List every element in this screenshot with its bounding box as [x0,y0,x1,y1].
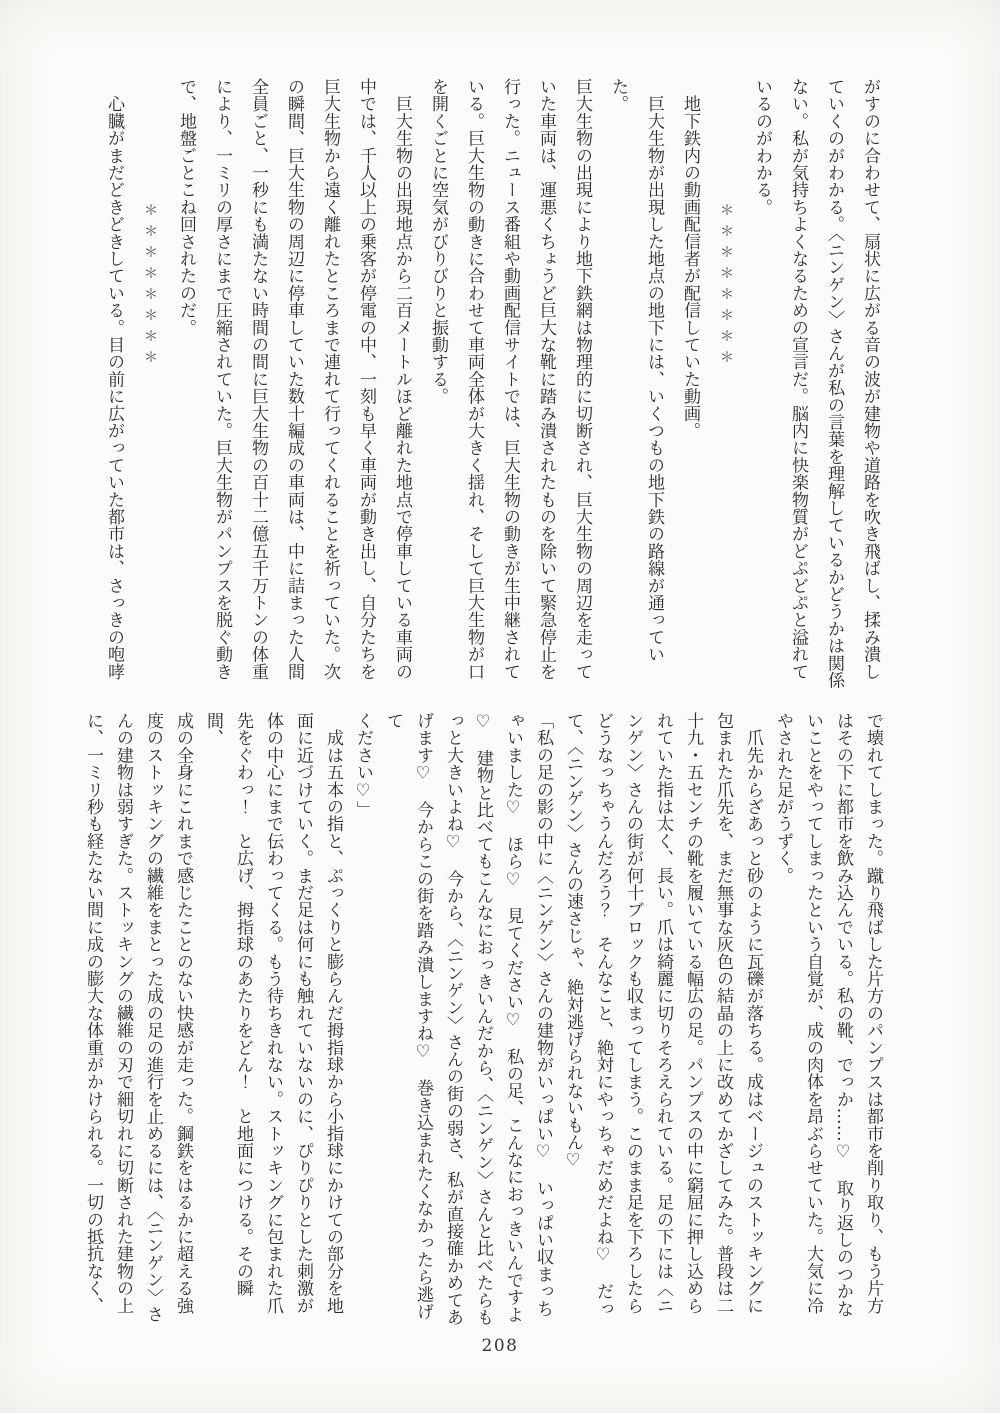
text-column: で、地盤ごとこね回されたのだ。 [176,78,196,336]
text-column: っと大きいよね♡ 今から、〈ニンゲン〉さんの街の弱さ、私が直接確かめてあ [443,712,463,1326]
text-column: いことをやってしまったという自覚が、成の肉体を昂ぶらせていた。大気に冷 [803,712,823,1314]
text-column: 成の全身にこれまで感じたことのない快感が走った。鋼鉄をはるかに超える強 [173,712,193,1314]
text-column: ンゲン〉さんの街が何十ブロックも収まってしまう。このまま足を下ろしたら [623,712,643,1314]
text-column: いた車両は、運悪くちょうど巨大な靴に踏み潰されたものを除いて緊急停止を [536,78,556,680]
text-column: で壊れてしまった。蹴り飛ばした片方のパンプスは都市を削り取り、もう片方 [863,712,883,1314]
text-column: 地下鉄内の動画配信者が配信していた動画。 [680,78,700,440]
text-column: ていくのがわかる。〈ニンゲン〉さんが私の言葉を理解しているかどうかは関係 [824,78,844,689]
story-text-top-block [96,78,888,694]
text-column: 面に近づけていく。まだ足は何にも触れていないのに、ぴりぴりとした刺激が [293,712,313,1314]
text-column: れていた指は太く、長い。爪は綺麗に切りそろえられている。足の下には〈ニ [653,712,673,1314]
text-column: ♡ 建物と比べてもこんなにおっきいんだから、〈ニンゲン〉さんと比べたらも [473,712,493,1326]
text-column: いるのがわかる。 [752,78,772,216]
text-column: 中では、千人以上の乗客が停電の中、一刻も早く車両が動き出し、自分たちを [356,78,376,680]
page-number: 208 [481,1336,519,1356]
section-separator: ＊＊＊＊＊＊＊＊ [718,203,734,371]
text-column: 体の中心にまで伝わってくる。もう待ちきれない。ストッキングに包まれた爪 [263,712,283,1314]
text-column: 行った。ニュース番組や動画配信サイトでは、巨大生物の動きが生中継されて [500,78,520,680]
text-column: ください♡」 [353,712,373,819]
text-column: 全員ごと、一秒にも満たない時間の間に巨大生物の百十二億五千万トンの体重 [248,78,268,680]
text-column: んの建物は弱すぎた。ストッキングの繊維の刃で細切れに切断された建物の上 [113,712,133,1314]
text-column: 巨大生物の出現により地下鉄網は物理的に切断され、巨大生物の周辺を走って [572,78,592,680]
text-column: がすのに合わせて、扇状に広がる音の波が建物や道路を吹き飛ばし、揉み潰し [860,78,880,680]
text-column: 「私の足の影の中に〈ニンゲン〉さんの建物がいっぱい♡ いっぱい収まっち [533,712,553,1317]
section-separator: ＊＊＊＊＊＊＊＊ [142,203,158,371]
text-column: 先をぐわっ！ と広げ、拇指球のあたりをどん！ と地面につける。その瞬間、 [203,712,253,1297]
text-column: に、一ミリ秒も経たない間に成の膨大な体重がかけられる。一切の抵抗なく、 [83,712,103,1314]
text-column: いる。巨大生物の動きに合わせて車両全体が大きく揺れ、そして巨大生物が口 [464,78,484,680]
text-column: 爪先からざあっと砂のように瓦礫が落ちる。成はベージュのストッキングに [743,712,763,1314]
text-column: 成は五本の指と、ぷっくりと膨らんだ拇指球から小指球にかけての部分を地 [323,712,343,1314]
text-column: 心臓がまだどきどきしている。目の前に広がっていた都市は、さっきの咆哮 [104,78,124,680]
text-column: げます♡ 今からこの街を踏み潰しますね♡ 巻き込まれたくなかったら逃げて [383,712,433,1320]
text-column: はその下に都市を飲み込んでいる。私の靴、でっか……♡ 取り返しのつかな [833,712,853,1317]
text-column: どうなっちゃうんだろう？ そんなこと、絶対にやっちゃだめだよね♡ だっ [593,712,613,1317]
text-column: 巨大生物から遠く離れたところまで連れて行ってくれることを祈っていた。次 [320,78,340,680]
text-column: て、〈ニンゲン〉さんの速さじゃ、絶対逃げられないもん♡ [563,712,583,1171]
text-column: を開くごとに空気がびりびりと振動する。 [428,78,448,405]
story-text-bottom-block [78,712,888,1328]
text-column: 包まれた爪先を、まだ無事な灰色の結晶の上に改めてかざしてみた。普段は二 [713,712,733,1314]
text-column: やされた足がうずく。 [773,712,793,884]
text-column: 十九・五センチの靴を履いている幅広の足。パンプスの中に窮屈に押し込めら [683,712,703,1314]
text-column: の瞬間、巨大生物の周辺に停車していた数十編成の車両は、中に詰まった人間 [284,78,304,680]
text-column: 度のストッキングの繊維をまとった成の足の進行を止めるには、〈ニンゲン〉さ [143,712,163,1323]
text-column: 巨大生物の出現地点から二百メートルほど離れた地点で停車している車両の [392,78,412,680]
text-column: ゃいました♡ ほら♡ 見てください♡ 私の足、こんなにおっきいんですよ [503,712,523,1323]
text-column: ない。私が気持ちよくなるための宣言だ。脳内に快楽物質がどぷどぷと溢れて [788,78,808,680]
text-column: 巨大生物が出現した地点の地下には、いくつもの地下鉄の路線が通っていた。 [608,78,664,663]
text-column: により、一ミリの厚さにまで圧縮されていた。巨大生物がパンプスを脱ぐ動き [212,78,232,680]
